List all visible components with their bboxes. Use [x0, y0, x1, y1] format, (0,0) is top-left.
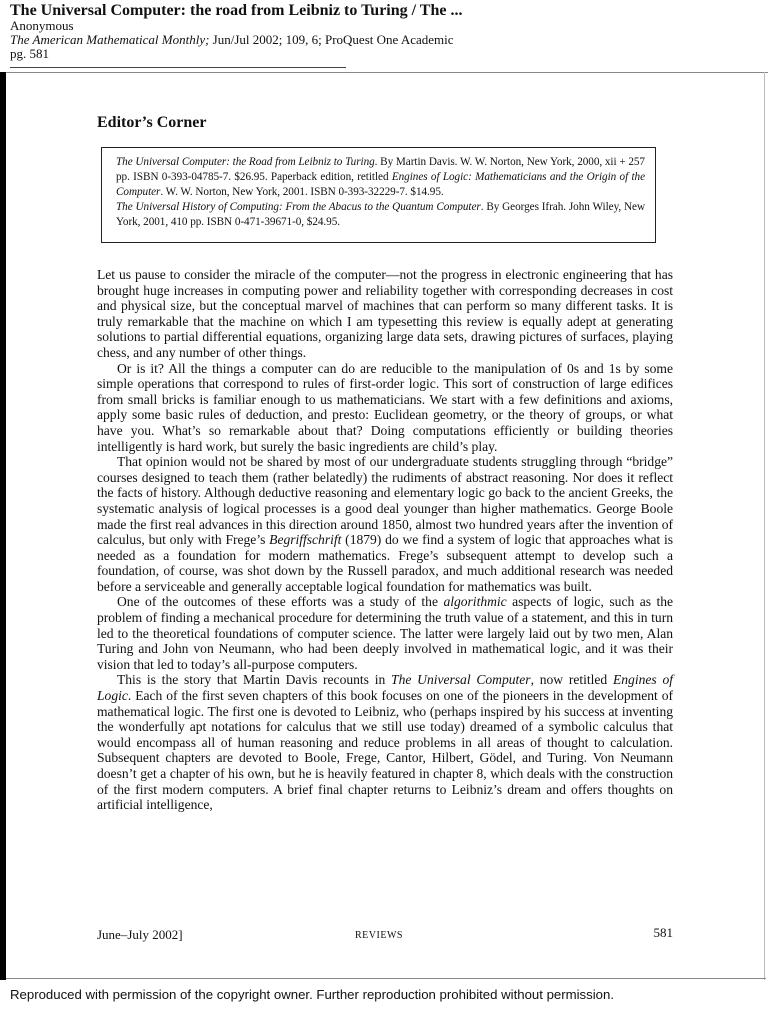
paragraph: [97, 594, 673, 672]
header-divider: [10, 67, 346, 68]
paragraph: Let us pause to consider the miracle of the computer—not the progress in electronic engineering that has brought huge increases in computing power and reliability together with corresponding decreases in cost and physical size, but the conceptual marvel of machines that can perform so many different tasks. It is truly remarkable that the machine on which I am typesetting this review is equally adept at generating solutions to partial differential equations, organizing large data sets, drawing pictures of surfaces, playing chess, and any number of other things.: [97, 267, 673, 360]
paragraph: Or is it? All the things a computer can do are reducible to the manipulation of 0s and 1s by some simple operations that correspond to rules of first-order logic. This sort of construction of large edifices from small bricks is familiar enough to us mathematicians. We start with a few definitions and axioms, apply some basic rules of deduction, and presto: Euclidean geometry, or the theory of groups, or what have you. What’s so remarkable about that? Doing computations efficiently or building theories intelligently is hard work, but surely the basic ingredients are child’s play.: [97, 360, 673, 454]
scan-edge-right: [764, 72, 765, 980]
scan-edge-left: [0, 72, 6, 980]
book-title: The Universal Computer: the Road from Leibniz to Turing: [116, 156, 375, 168]
document-source: [10, 33, 750, 47]
footer-page-number: 581: [653, 925, 673, 940]
footer-date: June–July 2002]: [97, 927, 183, 942]
document-page: pg. 581: [10, 46, 49, 61]
document-title: The Universal Computer: the road from Leibniz to Turing / The ...: [10, 2, 463, 19]
copyright-notice: Reproduced with permission of the copyright owner. Further reproduction prohibited without permission.: [10, 987, 615, 1002]
document-header: [10, 0, 750, 61]
book-references-box: [101, 147, 656, 243]
paragraph-emphasis: algorithmic: [443, 594, 507, 610]
book-details: . By Martin Davis. W. W. Norton, New York, 2000, xii + 257 pp. ISBN 0-393-04785-7. $26.95. Paperback edition, retitled: [116, 156, 645, 183]
scan-edge-bottom: [6, 978, 766, 979]
document-author: Anonymous: [10, 18, 74, 33]
paragraph-emphasis: The Universal Computer: [391, 672, 531, 688]
article-body: [97, 267, 673, 813]
paragraph: [97, 672, 673, 812]
page-footer: [97, 925, 673, 943]
footer-section: REVIEWS: [355, 930, 403, 941]
section-title: Editor’s Corner: [97, 114, 207, 131]
source-journal: The American Mathematical Monthly;: [10, 32, 210, 47]
paragraph-emphasis: Engines of Logic: [97, 672, 673, 704]
paragraph-text: One of the outcomes of these efforts was a study of the: [117, 594, 444, 610]
book-details: . By Georges Ifrah. John Wiley, New York, 2001, 410 pp. ISBN 0-471-39671-0, $24.95.: [116, 201, 645, 228]
book-reference: [116, 155, 645, 200]
paragraph-text: . Each of the first seven chapters of this book focuses on one of the pioneers in the development of mathematical logic. The first one is devoted to Leibniz, who (perhaps inspired by his success at inventing the wonderfully apt notations for calculus that we still use today) dreamed of a symbolic calculus that would encompass all of human reasoning and reduce problems in all areas of thought to calculation. Subsequent chapters are devoted to Boole, Frege, Cantor, Hilbert, Gödel, and Turing. Von Neumann doesn’t get a chapter of his own, but he is heavily featured in chapter 8, which deals with the construction of the first modern computers. A brief final chapter returns to Leibniz’s dream and offers thoughts on artificial intelligence,: [97, 688, 673, 813]
paragraph-text: This is the story that Martin Davis recounts in: [117, 672, 392, 688]
paragraph-text: aspects of logic, such as the problem of finding a mechanical procedure for determining the truth value of a statement, and this in turn led to the theoretical foundations of computer science. The latter were largely laid out by two men, Alan Turing and John von Neumann, who had been deeply involved in mathematical logic, and it was their vision that led to today’s all-purpose computers.: [97, 594, 673, 672]
paragraph-text: , now retitled: [530, 672, 613, 688]
book-reference: [116, 200, 645, 230]
paragraph-text: (1879) do we find a system of logic that approaches what is needed as a foundation for modern mathematics. Frege’s subsequent attempt to develop such a foundation, of course, was shot down by the Russell paradox, and much additional research was needed before a serviceable and generally acceptable logical foundation for mathematics was built.: [97, 532, 673, 594]
book-alt-title: Engines of Logic: Mathematicians and the Origin of the Computer: [116, 171, 646, 198]
scan-edge-top: [6, 72, 768, 73]
paragraph: [97, 454, 673, 594]
paragraph-emphasis: Begriffschrift: [269, 532, 342, 548]
book-alt-details: . W. W. Norton, New York, 2001. ISBN 0-393-32229-7. $14.95.: [160, 186, 444, 198]
paragraph-text: That opinion would not be shared by most of our undergraduate students struggling through “bridge” courses designed to teach them (rather belatedly) the rudiments of abstract reasoning. Nor does it reflect the facts of history. Although deductive reasoning and elementary logic go back to the ancient Greeks, the systematic analysis of logical processes is a good deal younger than higher mathematics. George Boole made the first real advances in this direction around 1850, almost two hundred years after the invention of calculus, but only with Frege’s: [97, 454, 673, 548]
source-details: Jun/Jul 2002; 109, 6; ProQuest One Academic: [209, 32, 454, 47]
book-title: The Universal History of Computing: From the Abacus to the Quantum Computer: [116, 201, 481, 213]
